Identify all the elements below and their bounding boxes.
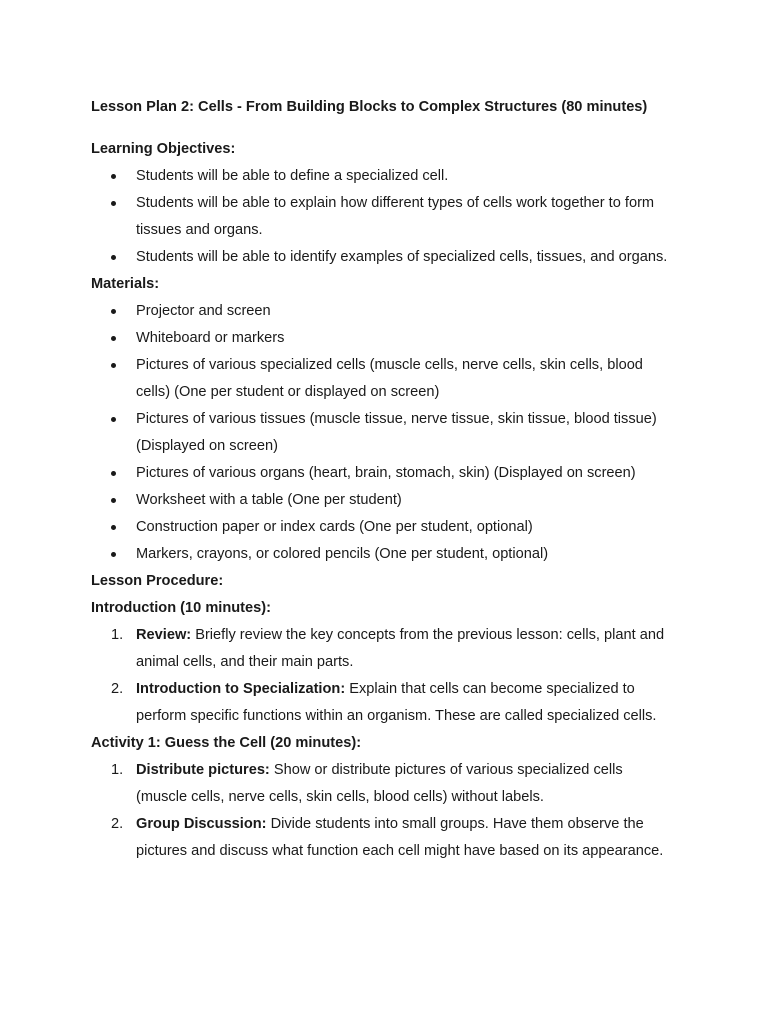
objective-text: Students will be able to define a specialized cell.	[136, 168, 449, 184]
bullet-icon	[111, 174, 116, 179]
objective-item	[91, 163, 676, 190]
step-number: 2.	[111, 681, 124, 697]
material-item	[91, 514, 676, 541]
material-text: Construction paper or index cards (One per student, optional)	[136, 519, 533, 535]
material-item	[91, 541, 676, 568]
objectives-heading: Learning Objectives:	[91, 141, 236, 157]
material-item	[91, 460, 676, 487]
materials-list	[91, 298, 691, 568]
step-lead: Distribute pictures:	[136, 762, 270, 778]
material-item	[91, 325, 676, 352]
bullet-icon	[111, 363, 116, 368]
step-number: 1.	[111, 627, 124, 643]
introduction-step	[91, 676, 676, 730]
introduction-step	[91, 622, 676, 676]
step-lead: Review:	[136, 627, 192, 643]
step-lead: Group Discussion:	[136, 816, 267, 832]
bullet-icon	[111, 417, 116, 422]
material-item	[91, 406, 676, 460]
document-page	[91, 94, 691, 865]
bullet-icon	[111, 525, 116, 530]
bullet-icon	[111, 336, 116, 341]
material-text: Worksheet with a table (One per student)	[136, 492, 402, 508]
step-text: Explain that cells can become specialized to perform specific functions within an organism. These are called specialized cells.	[136, 681, 657, 724]
objective-item	[91, 244, 676, 271]
introduction-steps	[91, 622, 691, 730]
procedure-heading: Lesson Procedure:	[91, 573, 224, 589]
activity1-step	[91, 811, 676, 865]
step-lead: Introduction to Specialization:	[136, 681, 346, 697]
bullet-icon	[111, 552, 116, 557]
step-text: Divide students into small groups. Have them observe the pictures and discuss what function each cell might have based on its appearance.	[136, 816, 664, 859]
step-number: 2.	[111, 816, 124, 832]
materials-heading: Materials:	[91, 276, 160, 292]
objective-item	[91, 190, 676, 244]
material-item	[91, 352, 676, 406]
step-number: 1.	[111, 762, 124, 778]
objective-text: Students will be able to identify examples of specialized cells, tissues, and organs.	[136, 249, 668, 265]
activity1-steps	[91, 757, 691, 865]
material-text: Whiteboard or markers	[136, 330, 285, 346]
objectives-list	[91, 163, 691, 271]
material-text: Projector and screen	[136, 303, 271, 319]
introduction-heading: Introduction (10 minutes):	[91, 600, 271, 616]
bullet-icon	[111, 255, 116, 260]
step-text: Briefly review the key concepts from the previous lesson: cells, plant and animal cells, and their main parts.	[136, 627, 665, 670]
bullet-icon	[111, 201, 116, 206]
material-text: Pictures of various organs (heart, brain, stomach, skin) (Displayed on screen)	[136, 465, 636, 481]
activity1-heading: Activity 1: Guess the Cell (20 minutes):	[91, 735, 362, 751]
material-text: Pictures of various tissues (muscle tissue, nerve tissue, skin tissue, blood tissue) (Displayed on screen)	[136, 411, 657, 454]
bullet-icon	[111, 309, 116, 314]
bullet-icon	[111, 471, 116, 476]
material-item	[91, 487, 676, 514]
material-item	[91, 298, 676, 325]
objective-text: Students will be able to explain how different types of cells work together to form tissues and organs.	[136, 195, 655, 238]
step-text: Show or distribute pictures of various specialized cells (muscle cells, nerve cells, skin cells, blood cells) without labels.	[136, 762, 623, 805]
activity1-step	[91, 757, 676, 811]
material-text: Pictures of various specialized cells (muscle cells, nerve cells, skin cells, blood cells) (One per student or displayed on screen)	[136, 357, 643, 400]
lesson-title: Lesson Plan 2: Cells - From Building Blocks to Complex Structures (80 minutes)	[91, 99, 648, 115]
bullet-icon	[111, 498, 116, 503]
material-text: Markers, crayons, or colored pencils (One per student, optional)	[136, 546, 549, 562]
